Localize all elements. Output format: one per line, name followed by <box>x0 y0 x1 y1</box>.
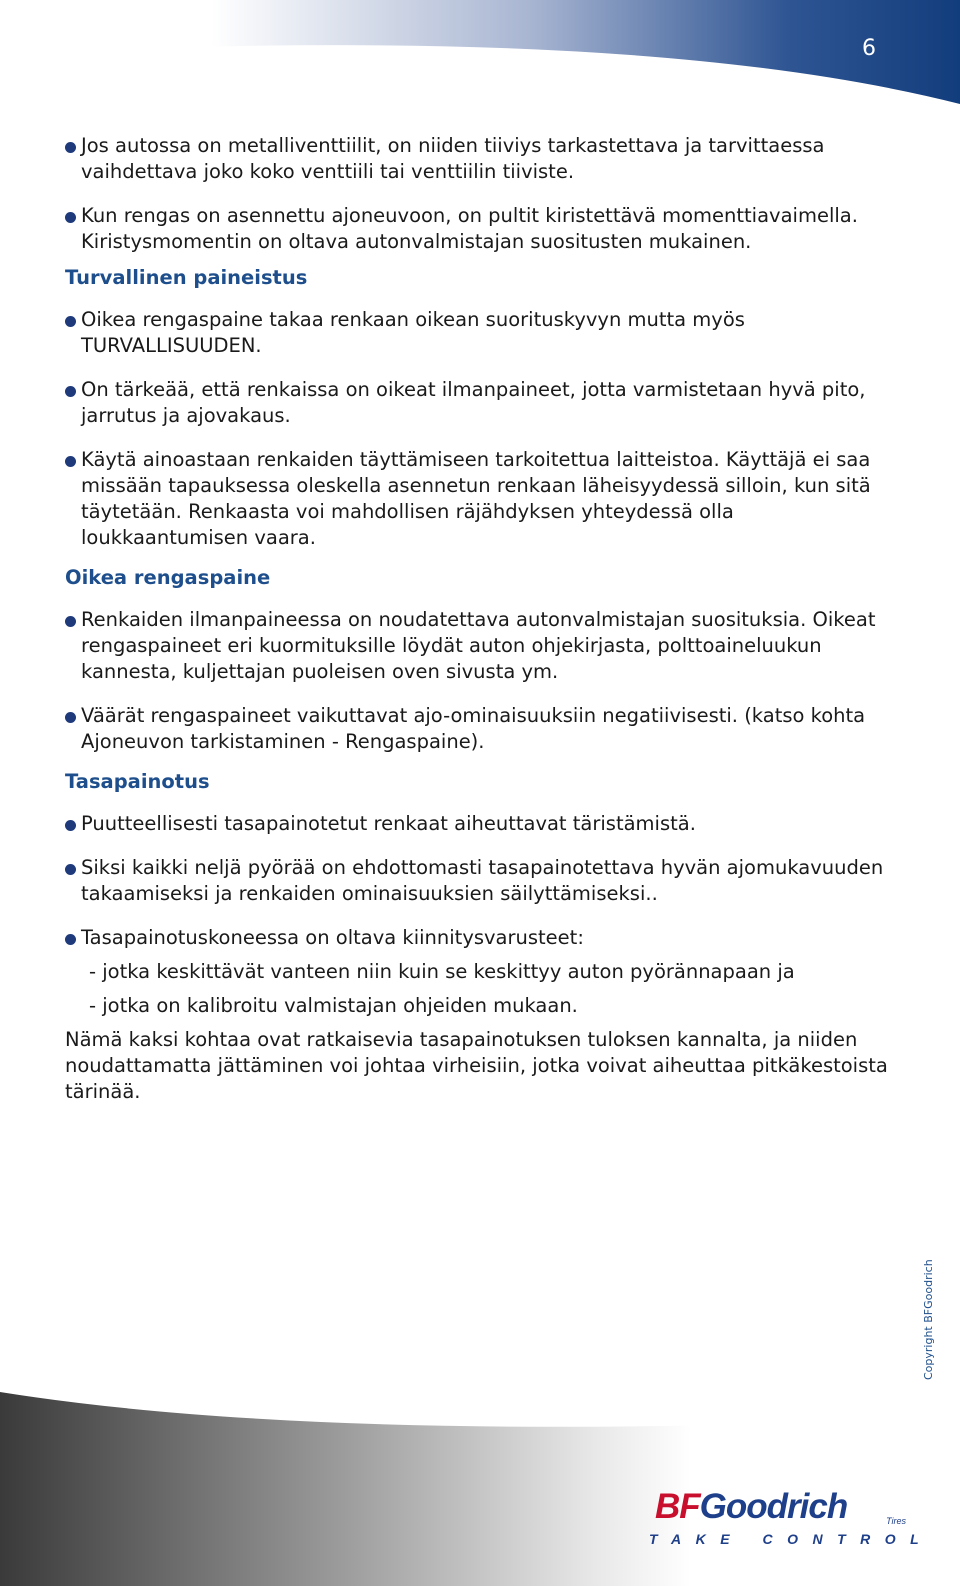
header-band <box>0 0 960 105</box>
bullet-icon <box>65 316 76 327</box>
list-item-text: Puutteellisesti tasapainotetut renkaat aiheuttavat täristämistä. <box>81 812 696 835</box>
bullet-icon <box>65 456 76 467</box>
bullet-icon <box>65 616 76 627</box>
bfgoodrich-logo <box>649 1487 934 1549</box>
list-item <box>65 925 895 951</box>
sub-item: - jotka on kalibroitu valmistajan ohjeiden mukaan. <box>89 994 578 1017</box>
list-item <box>65 133 895 185</box>
logo-goodrich: Goodrich <box>699 1487 848 1526</box>
bullet-icon <box>65 712 76 723</box>
list-item-text: Siksi kaikki neljä pyörää on ehdottomasti tasapainotettava hyvän ajomukavuuden takaamiseksi ja renkaiden ominaisuuksien säilyttämiseksi.. <box>81 856 884 905</box>
list-item-text: Väärät rengaspaineet vaikuttavat ajo-ominaisuuksiin negatiivisesti. (katso kohta Ajoneuvon tarkistaminen - Rengaspaine). <box>81 704 866 753</box>
logo-tires: Tires <box>886 1516 906 1526</box>
list-item <box>65 447 895 551</box>
footer-band <box>0 1376 960 1586</box>
list-item <box>65 607 895 685</box>
bullet-icon <box>65 864 76 875</box>
list-item-text: Renkaiden ilmanpaineessa on noudatettava autonvalmistajan suosituksia. Oikeat rengaspaineet eri kuormituksille löydät auton ohjekirjasta, polttoaineluukun kannesta, kuljettajan puoleisen oven sivusta ym. <box>81 608 876 683</box>
list-item <box>65 811 895 837</box>
section-heading-pressure: Turvallinen paineistus <box>65 266 308 289</box>
bullet-icon <box>65 934 76 945</box>
list-item <box>65 855 895 907</box>
list-item-text: Jos autossa on metalliventtiilit, on niiden tiiviys tarkastettava ja tarvittaessa vaihdettava joko koko venttiili tai venttiilin tiiviste. <box>81 134 825 183</box>
closing-paragraph: Nämä kaksi kohtaa ovat ratkaisevia tasapainotuksen tuloksen kannalta, ja niiden noudattamatta jättäminen voi johtaa virheisiin, jotka voivat aiheuttaa pitkäkestoista tärinää. <box>65 1028 888 1103</box>
list-item <box>65 203 895 255</box>
list-item-text: Käytä ainoastaan renkaiden täyttämiseen tarkoitettua laitteistoa. Käyttäjä ei saa missään tapauksessa oleskella asennetun renkaan läheisyydessä silloin, kun sitä täytetään. Renkaasta voi mahdollisen räjähdyksen yhteydessä olla loukkaantumisen vaara. <box>81 448 871 549</box>
page-content <box>65 133 895 1105</box>
logo-tagline: TAKE CONTROL <box>649 1531 934 1547</box>
bullet-icon <box>65 820 76 831</box>
list-item-text: Oikea rengaspaine takaa renkaan oikean suorituskyvyn mutta myös TURVALLISUUDEN. <box>81 308 745 357</box>
section-heading-balancing: Tasapainotus <box>65 770 210 793</box>
bullet-icon <box>65 212 76 223</box>
copyright-notice: Copyright BFGoodrich <box>922 1259 935 1380</box>
list-item <box>65 307 895 359</box>
sub-item: - jotka keskittävät vanteen niin kuin se keskittyy auton pyörännapaan ja <box>89 960 795 983</box>
list-item-text: Tasapainotuskoneessa on oltava kiinnitysvarusteet: <box>81 926 584 949</box>
list-item-text: Kun rengas on asennettu ajoneuvoon, on pultit kiristettävä momenttiavaimella. Kiristysmomentin on oltava autonvalmistajan suositusten mukainen. <box>81 204 858 253</box>
list-item <box>65 703 895 755</box>
list-item-text: On tärkeää, että renkaissa on oikeat ilmanpaineet, jotta varmistetaan hyvä pito, jarrutus ja ajovakaus. <box>81 378 866 427</box>
bullet-icon <box>65 386 76 397</box>
page-number: 6 <box>862 36 876 61</box>
bullet-icon <box>65 142 76 153</box>
logo-wordmark <box>655 1487 847 1527</box>
list-item <box>65 377 895 429</box>
logo-bf: BF <box>655 1487 700 1526</box>
section-heading-correct-pressure: Oikea rengaspaine <box>65 566 271 589</box>
